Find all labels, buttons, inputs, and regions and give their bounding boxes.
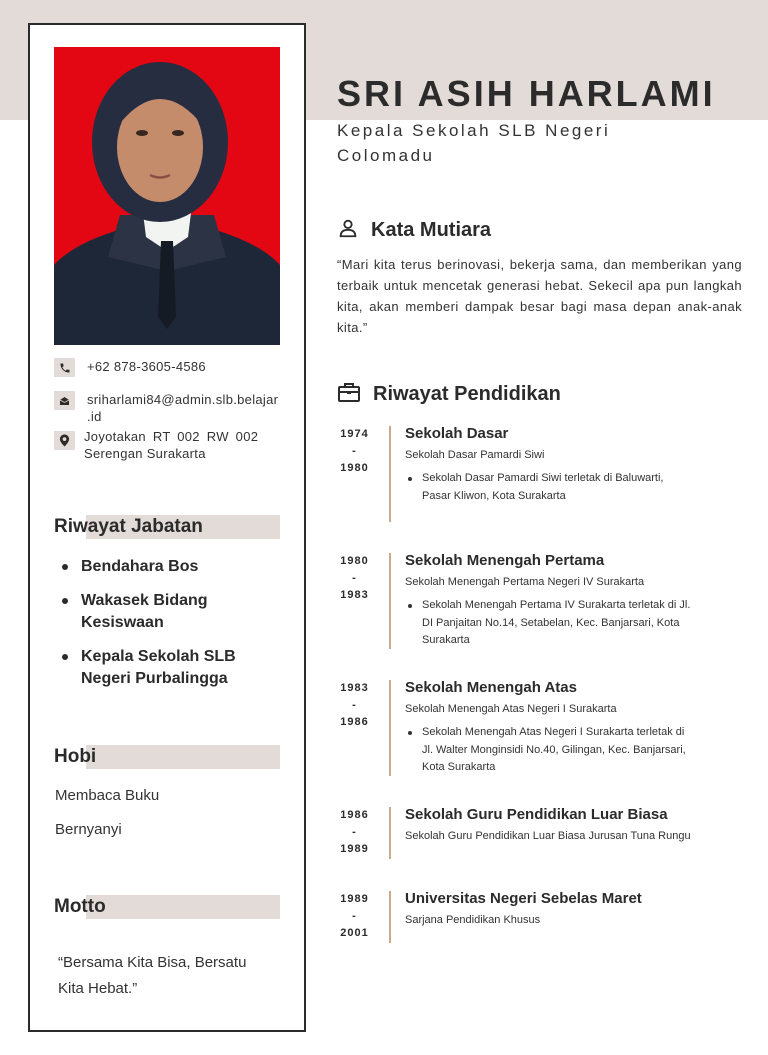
list-item: [62, 556, 272, 578]
portrait-illustration: [54, 47, 280, 345]
motto-title: Motto: [54, 896, 106, 917]
list-item: [62, 590, 272, 634]
year-start: 1974: [340, 428, 369, 440]
riwayat-jabatan-title: Riwayat Jabatan: [54, 516, 203, 537]
phone-text[interactable]: +62 878-3605-4586: [87, 359, 206, 374]
school-description: [422, 597, 707, 650]
motto-text: [58, 950, 273, 1002]
school-subtitle: Sekolah Menengah Atas Negeri I Surakarta: [405, 703, 617, 715]
list-item-text: Wakasek Bidang: [81, 592, 208, 609]
kata-mutiara-heading: [337, 217, 491, 244]
year-separator: -: [352, 699, 357, 711]
kata-mutiara-text: “Mari kita terus berinovasi, bekerja sama, dan memberikan yang terbaik untuk mencetak generasi hebat. Sekecil apa pun langkah kita, akan memberi dampak besar bagi masa depan anak-anak kita.”: [337, 257, 742, 335]
education-years: [337, 807, 372, 858]
school-name: Universitas Negeri Sebelas Maret: [405, 890, 642, 907]
education-years: [337, 680, 372, 731]
description-line: DI Panjaitan No.14, Setabelan, Kec. Banjarsari, Kota: [422, 616, 680, 629]
year-start: 1989: [340, 893, 369, 905]
hobi-item: Membaca Buku: [55, 787, 160, 804]
email-line-1: sriharlami84@admin.slb.belajar: [87, 392, 279, 407]
year-end: 1980: [340, 462, 369, 474]
email-text[interactable]: [87, 391, 282, 425]
year-end: 1989: [340, 843, 369, 855]
description-line: Sekolah Menengah Atas Negeri I Surakarta terletak di: [422, 726, 685, 738]
education-entry: [337, 553, 737, 673]
education-entry: [337, 807, 737, 867]
email-line-2: .id: [87, 409, 102, 424]
hobi-item: Bernyanyi: [55, 821, 122, 838]
timeline-line: [389, 891, 391, 943]
year-start: 1980: [340, 555, 369, 567]
address-text: [84, 428, 264, 462]
education-years: [337, 553, 372, 604]
year-start: 1983: [340, 682, 369, 694]
motto-line-1: “Bersama Kita Bisa, Bersatu: [58, 954, 247, 971]
hobi-title: Hobi: [54, 746, 97, 767]
description-line: Pasar Kliwon, Kota Surakarta: [422, 489, 566, 502]
briefcase-icon: [337, 380, 361, 409]
timeline-line: [389, 807, 391, 859]
person-name: SRI ASIH HARLAMI: [337, 73, 716, 114]
timeline-line: [389, 680, 391, 776]
description-line: Surakarta: [422, 634, 470, 646]
contact-email-row: [54, 391, 282, 425]
education-entry: [337, 680, 737, 800]
list-item: [62, 646, 272, 690]
address-line-1: Joyotakan RT 002 RW 002: [84, 429, 259, 444]
year-separator: -: [352, 572, 357, 584]
school-subtitle: Sekolah Menengah Pertama Negeri IV Surakarta: [405, 576, 645, 588]
description-line: Sekolah Menengah Pertama IV Surakarta terletak di Jl.: [422, 599, 691, 611]
school-subtitle: Sekolah Dasar Pamardi Siwi: [405, 449, 545, 461]
school-name: Sekolah Menengah Pertama: [405, 552, 605, 569]
timeline-line: [389, 426, 391, 522]
motto-line-2: Kita Hebat.”: [58, 980, 138, 997]
school-name: Sekolah Menengah Atas: [405, 679, 577, 696]
list-item-text: Bendahara Bos: [81, 558, 199, 575]
contact-address-row: [54, 428, 264, 462]
kata-mutiara-title: Kata Mutiara: [371, 219, 492, 241]
school-description: [422, 470, 707, 505]
list-item-text: Kesiswaan: [81, 614, 164, 631]
description-line: Sekolah Dasar Pamardi Siwi terletak di Baluwarti,: [422, 472, 664, 484]
phone-icon: [54, 358, 75, 377]
school-subtitle: Sekolah Guru Pendidikan Luar Biasa Jurusan Tuna Rungu: [405, 830, 691, 842]
education-entry: [337, 426, 737, 546]
heading-highlight: [86, 745, 280, 769]
riwayat-jabatan-heading: [54, 515, 280, 539]
hobi-heading: [54, 745, 280, 769]
person-icon: [337, 217, 359, 244]
education-years: [337, 891, 372, 942]
description-line: Jl. Walter Monginsidi No.40, Gilingan, Kec. Banjarsari,: [422, 743, 686, 756]
address-line-2: Serengan Surakarta: [84, 446, 206, 461]
description-line: Kota Surakarta: [422, 761, 496, 773]
school-description: [422, 724, 707, 777]
year-separator: -: [352, 445, 357, 457]
list-item-text: Kepala Sekolah SLB: [81, 648, 236, 665]
pendidikan-heading: [337, 380, 561, 409]
school-subtitle: Sarjana Pendidikan Khusus: [405, 914, 541, 926]
year-end: 1986: [340, 716, 369, 728]
school-name: Sekolah Dasar: [405, 425, 509, 442]
education-entry: [337, 891, 737, 951]
school-name: Sekolah Guru Pendidikan Luar Biasa: [405, 806, 668, 823]
list-item-text: Negeri Purbalingga: [81, 670, 228, 687]
education-years: [337, 426, 372, 477]
motto-heading: [54, 895, 280, 919]
year-separator: -: [352, 910, 357, 922]
year-end: 1983: [340, 589, 369, 601]
heading-highlight: [86, 895, 280, 919]
profile-photo: [54, 47, 280, 345]
timeline-line: [389, 553, 391, 649]
person-role: Kepala Sekolah SLB Negeri Colomadu: [337, 121, 611, 165]
location-pin-icon: [54, 431, 75, 450]
riwayat-jabatan-list: [62, 556, 272, 702]
contact-phone-row: [54, 358, 206, 377]
year-separator: -: [352, 826, 357, 838]
pendidikan-title: Riwayat Pendidikan: [373, 383, 561, 405]
envelope-icon: [54, 391, 75, 410]
year-end: 2001: [340, 927, 369, 939]
year-start: 1986: [340, 809, 369, 821]
